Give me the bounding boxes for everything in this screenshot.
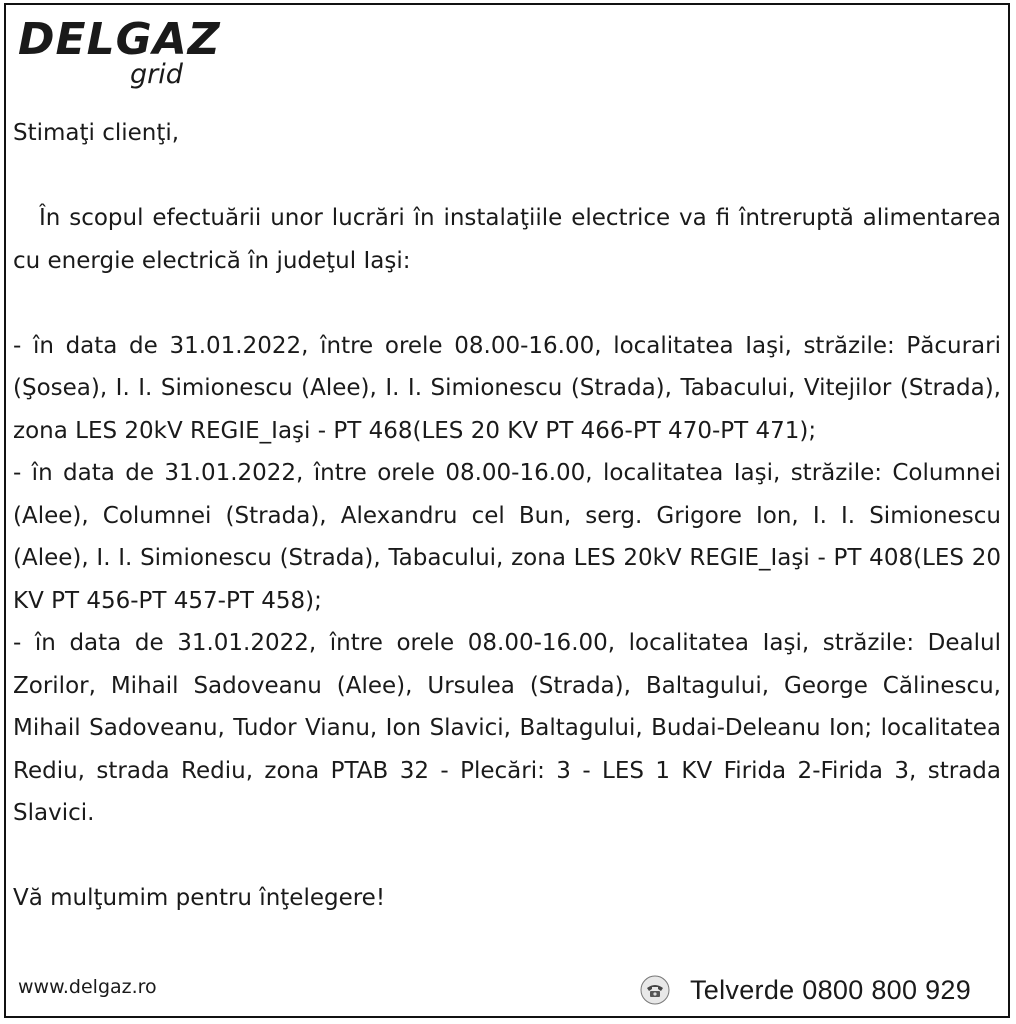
website-link[interactable]: www.delgaz.ro (18, 976, 157, 998)
spacer (13, 155, 1001, 198)
outage-item-3: - în data de 31.01.2022, între orele 08.00-16.00, localitatea Iaşi, străzile: Dealul Zorilor, Mihail Sadoveanu (Alee), Ursulea (Strada), Baltagului, George Călinescu, Mihail Sadoveanu, Tudor Vianu, Ion Slavici, Baltagului, Budai-Deleanu Ion; localitatea Rediu, strada Rediu, zona PTAB 32 - Plecări: 3 - LES 1 KV Firida 2-Firida 3, strada Slavici. (13, 630, 1001, 826)
telverde-number: Telverde 0800 800 929 (690, 974, 972, 1005)
logo-subtitle: grid (130, 59, 183, 90)
intro-paragraph: În scopul efectuării unor lucrări în instalaţiile electrice va fi întreruptă alimentarea cu energie electrică în judeţul Iaşi: (13, 205, 1001, 274)
delgaz-grid-logo (18, 12, 221, 92)
greeting: Stimaţi clienţi, (13, 120, 180, 146)
outage-item-1: - în data de 31.01.2022, între orele 08.00-16.00, localitatea Iaşi, străzile: Păcurari (Şosea), I. I. Simionescu (Alee), I. I. Simionescu (Strada), Tabacului, Vitejilor (Strada), zona LES 20kV REGIE_Iaşi - PT 468(LES 20 KV PT 466-PT 470-PT 471); (13, 332, 1001, 444)
spacer (13, 835, 1001, 878)
spacer (13, 282, 1001, 325)
closing-line: Vă mulţumim pentru înţelegere! (13, 885, 386, 911)
logo-brand: DELGAZ (18, 14, 221, 65)
telverde-contact (640, 970, 1002, 1010)
notice-body (13, 112, 1001, 920)
outage-item-2: - în data de 31.01.2022, între orele 08.00-16.00, localitatea Iaşi, străzile: Columnei (Alee), Columnei (Strada), Alexandru cel Bun, serg. Grigore Ion, I. I. Simionescu (Alee), I. I. Simionescu (Strada), Tabacului, zona LES 20kV REGIE_Iaşi - PT 408(LES 20 KV PT 456-PT 457-PT 458); (13, 460, 1001, 614)
phone-icon (640, 975, 670, 1005)
